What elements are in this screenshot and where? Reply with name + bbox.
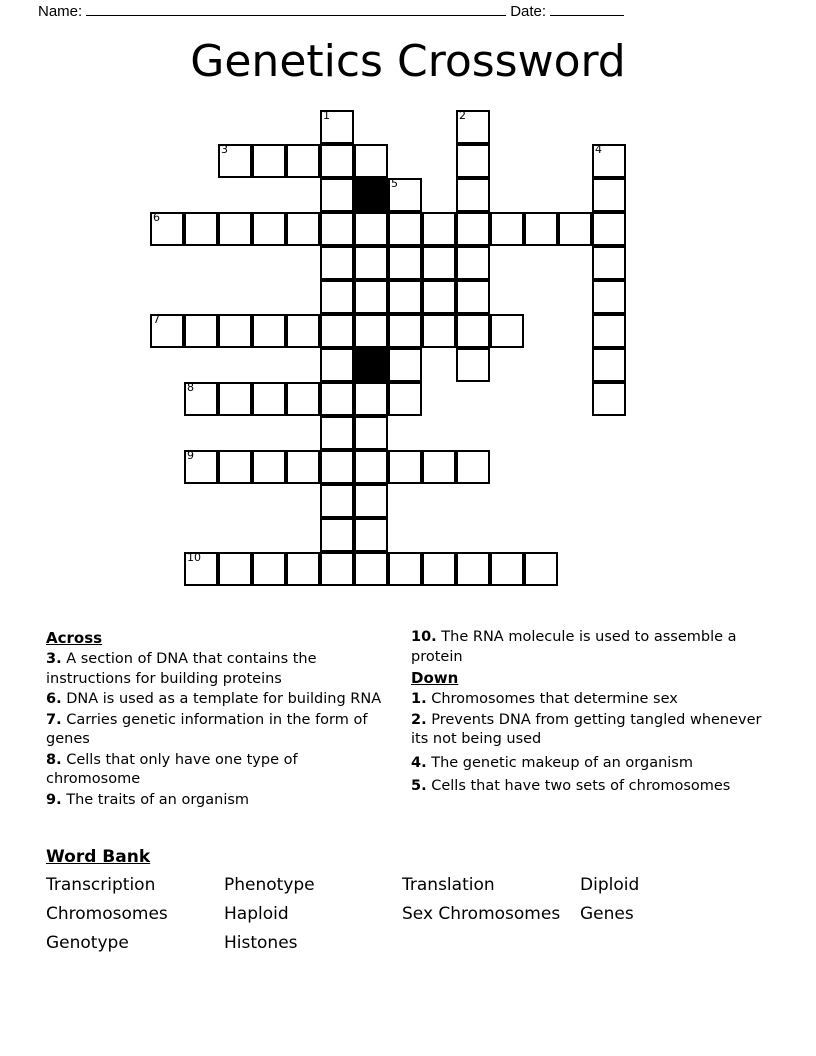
grid-cell[interactable]	[252, 450, 286, 484]
word-bank-item: Diploid	[580, 875, 640, 895]
clue-number: 2.	[411, 711, 427, 728]
grid-cell[interactable]	[422, 212, 456, 246]
grid-cell[interactable]	[286, 144, 320, 178]
clue-text: Prevents DNA from getting tangled whenever its not being used	[411, 711, 762, 747]
grid-cell[interactable]	[456, 314, 490, 348]
grid-clue-number: 1	[323, 109, 330, 122]
grid-cell[interactable]	[286, 450, 320, 484]
grid-cell[interactable]	[218, 144, 252, 178]
clue-number: 4.	[411, 754, 427, 771]
clue-number: 7.	[46, 711, 62, 728]
grid-cell[interactable]	[524, 212, 558, 246]
grid-cell[interactable]	[388, 246, 422, 280]
clue-down-1	[411, 690, 771, 710]
clue-text: Chromosomes that determine sex	[431, 691, 678, 707]
word-bank-item: Phenotype	[224, 875, 315, 895]
grid-cell[interactable]	[320, 416, 354, 450]
grid-cell[interactable]	[490, 314, 524, 348]
grid-cell[interactable]	[252, 382, 286, 416]
clue-text: Cells that have two sets of chromosomes	[431, 778, 731, 794]
grid-cell[interactable]	[286, 314, 320, 348]
grid-cell[interactable]	[218, 552, 252, 586]
grid-cell[interactable]	[456, 280, 490, 314]
word-bank-item: Transcription	[46, 875, 156, 895]
clue-number: 8.	[46, 751, 62, 768]
grid-cell[interactable]	[388, 382, 422, 416]
grid-cell[interactable]	[184, 212, 218, 246]
grid-cell[interactable]	[456, 178, 490, 212]
grid-cell[interactable]	[354, 518, 388, 552]
name-write-line[interactable]	[86, 4, 506, 16]
grid-cell[interactable]	[252, 314, 286, 348]
clue-number: 1.	[411, 691, 427, 707]
grid-cell[interactable]	[592, 382, 626, 416]
grid-cell[interactable]	[320, 518, 354, 552]
grid-cell[interactable]	[252, 552, 286, 586]
grid-clue-number: 4	[595, 143, 602, 156]
grid-clue-number: 5	[391, 177, 398, 190]
grid-cell[interactable]	[524, 552, 558, 586]
date-label: Date:	[510, 3, 547, 20]
word-bank-item: Histones	[224, 933, 298, 953]
page-title: Genetics Crossword	[190, 36, 626, 87]
down-heading: Down	[411, 669, 459, 687]
grid-cell[interactable]	[354, 314, 388, 348]
grid-cell[interactable]	[252, 144, 286, 178]
word-bank-item: Chromosomes	[46, 904, 168, 924]
grid-cell[interactable]	[184, 552, 218, 586]
grid-clue-number: 9	[187, 449, 194, 462]
grid-cell[interactable]	[354, 382, 388, 416]
clue-down-5	[411, 777, 771, 797]
grid-cell[interactable]	[354, 552, 388, 586]
grid-cell[interactable]	[320, 280, 354, 314]
word-bank-section	[46, 845, 770, 954]
grid-cell[interactable]	[286, 382, 320, 416]
grid-cell[interactable]	[320, 314, 354, 348]
name-label: Name:	[38, 3, 83, 20]
grid-cell[interactable]	[320, 450, 354, 484]
grid-cell[interactable]	[388, 552, 422, 586]
grid-cell[interactable]	[388, 450, 422, 484]
grid-cell[interactable]	[456, 450, 490, 484]
grid-cell[interactable]	[388, 348, 422, 382]
grid-cell[interactable]	[558, 212, 592, 246]
name-date-row	[0, 0, 816, 28]
grid-cell[interactable]	[320, 144, 354, 178]
clue-across-3	[46, 650, 396, 689]
grid-cell[interactable]	[184, 450, 218, 484]
word-bank-item: Haploid	[224, 904, 289, 924]
clue-across-10	[411, 628, 771, 667]
grid-cell[interactable]	[218, 314, 252, 348]
grid-cell[interactable]	[320, 348, 354, 382]
grid-cell[interactable]	[490, 212, 524, 246]
grid-cell[interactable]	[592, 178, 626, 212]
grid-cell[interactable]	[286, 552, 320, 586]
grid-cell[interactable]	[150, 314, 184, 348]
grid-cell[interactable]	[422, 314, 456, 348]
clue-text: DNA is used as a template for building RNA	[66, 691, 382, 707]
grid-cell[interactable]	[592, 348, 626, 382]
grid-cell[interactable]	[252, 212, 286, 246]
clues-column-left	[46, 628, 396, 811]
word-bank-item: Genotype	[46, 933, 129, 953]
word-bank-item: Sex Chromosomes	[402, 904, 561, 924]
grid-cell[interactable]	[354, 280, 388, 314]
grid-cell[interactable]	[320, 552, 354, 586]
grid-cell[interactable]	[354, 246, 388, 280]
grid-cell[interactable]	[422, 280, 456, 314]
grid-cell[interactable]	[592, 246, 626, 280]
clue-number: 10.	[411, 629, 437, 645]
grid-cell[interactable]	[592, 212, 626, 246]
grid-cell-blocked	[354, 348, 388, 382]
clue-across-9	[46, 791, 396, 811]
grid-cell[interactable]	[422, 552, 456, 586]
clue-text: Carries genetic information in the form of genes	[46, 711, 368, 747]
grid-cell[interactable]	[456, 348, 490, 382]
word-bank-grid	[46, 874, 770, 954]
clues-section	[46, 628, 770, 828]
grid-cell[interactable]	[320, 110, 354, 144]
across-heading: Across	[46, 629, 103, 647]
grid-clue-number: 8	[187, 381, 194, 394]
word-bank-item: Genes	[580, 904, 634, 924]
grid-cell[interactable]	[422, 246, 456, 280]
clue-text: The traits of an organism	[66, 791, 250, 808]
word-bank-heading: Word Bank	[46, 847, 151, 867]
grid-cell[interactable]	[456, 212, 490, 246]
grid-cell[interactable]	[354, 144, 388, 178]
grid-cell[interactable]	[388, 212, 422, 246]
grid-cell[interactable]	[592, 280, 626, 314]
grid-cell[interactable]	[456, 144, 490, 178]
clue-number: 9.	[46, 791, 62, 808]
clue-down-4	[411, 754, 771, 774]
clue-text: The RNA molecule is used to assemble a protein	[411, 629, 737, 665]
grid-cell[interactable]	[184, 314, 218, 348]
grid-cell[interactable]	[150, 212, 184, 246]
grid-cell[interactable]	[456, 552, 490, 586]
grid-clue-number: 2	[459, 109, 466, 122]
clue-number: 5.	[411, 778, 427, 794]
clue-number: 3.	[46, 651, 62, 667]
grid-cell[interactable]	[456, 246, 490, 280]
grid-cell[interactable]	[592, 314, 626, 348]
grid-cell[interactable]	[184, 382, 218, 416]
grid-cell[interactable]	[320, 484, 354, 518]
grid-clue-number: 7	[153, 313, 160, 326]
grid-clue-number: 10	[187, 551, 201, 564]
clues-column-right	[411, 628, 771, 798]
grid-cell[interactable]	[354, 416, 388, 450]
grid-cell[interactable]	[286, 212, 320, 246]
date-write-line[interactable]	[550, 4, 624, 16]
grid-clue-number: 6	[153, 211, 160, 224]
grid-cell[interactable]	[354, 450, 388, 484]
clue-number: 6.	[46, 691, 62, 707]
grid-cell[interactable]	[456, 110, 490, 144]
grid-cell[interactable]	[218, 212, 252, 246]
grid-cell[interactable]	[388, 178, 422, 212]
clue-text: The genetic makeup of an organism	[431, 754, 693, 771]
grid-cell-blocked	[354, 178, 388, 212]
grid-cell[interactable]	[320, 212, 354, 246]
clue-down-2	[411, 711, 771, 750]
grid-cell[interactable]	[218, 382, 252, 416]
grid-cell[interactable]	[354, 212, 388, 246]
grid-cell[interactable]	[388, 280, 422, 314]
clue-text: A section of DNA that contains the instructions for building proteins	[46, 651, 317, 687]
grid-cell[interactable]	[218, 450, 252, 484]
grid-cell[interactable]	[320, 178, 354, 212]
grid-cell[interactable]	[490, 552, 524, 586]
grid-cell[interactable]	[320, 246, 354, 280]
grid-cell[interactable]	[320, 382, 354, 416]
grid-cell[interactable]	[592, 144, 626, 178]
clue-across-8	[46, 751, 396, 790]
clue-across-6	[46, 690, 396, 710]
grid-cell[interactable]	[422, 450, 456, 484]
crossword-grid[interactable]	[150, 110, 630, 598]
grid-clue-number: 3	[221, 143, 228, 156]
grid-cell[interactable]	[388, 314, 422, 348]
clue-across-7	[46, 711, 396, 750]
word-bank-item: Translation	[402, 875, 495, 895]
clue-text: Cells that only have one type of chromosome	[46, 751, 298, 787]
grid-cell[interactable]	[354, 484, 388, 518]
